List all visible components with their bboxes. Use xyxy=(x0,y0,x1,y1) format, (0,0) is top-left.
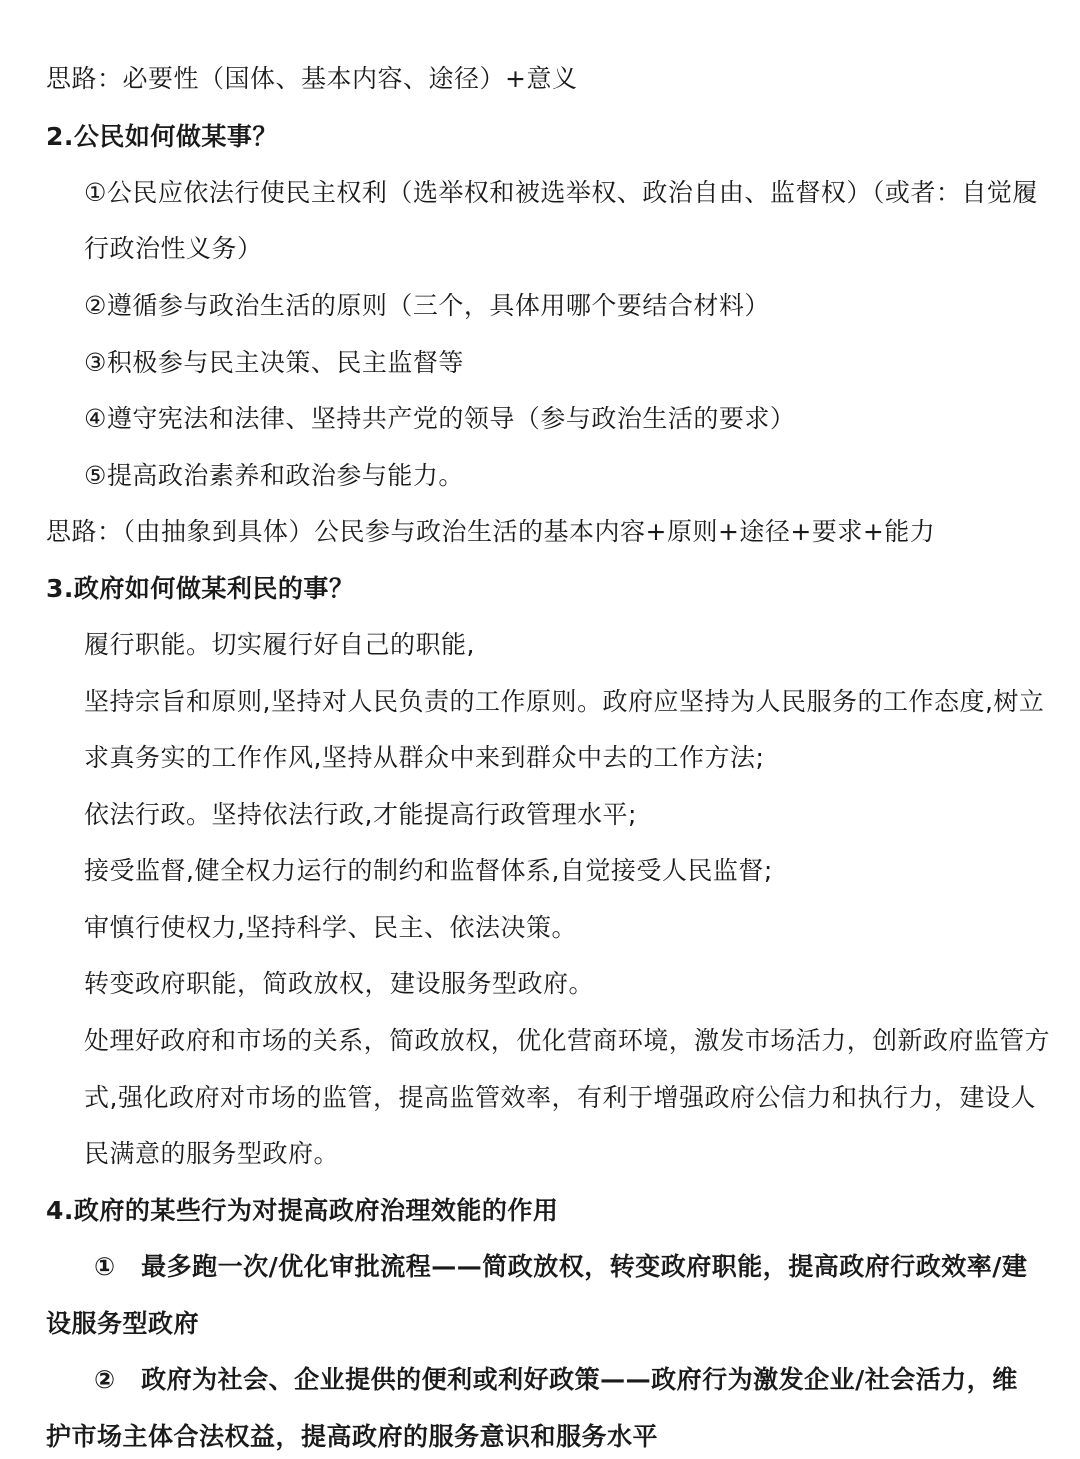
section1-idea: 思路：必要性（国体、基本内容、途径）+意义 xyxy=(46,64,578,93)
section4-line: ① 最多跑一次/优化审批流程——简政放权，转变政府职能，提高政府行政效率/建 xyxy=(94,1252,1028,1281)
section2-item: ①公民应依法行使民主权利（选举权和被选举权、政治自由、监督权）（或者：自觉履 xyxy=(84,178,1038,207)
section3-line: 转变政府职能，简政放权，建设服务型政府。 xyxy=(84,969,595,998)
section4-line: 护市场主体合法权益，提高政府的服务意识和服务水平 xyxy=(46,1422,659,1451)
section3-line: 坚持宗旨和原则,坚持对人民负责的工作原则。政府应坚持为人民服务的工作态度,树立 xyxy=(84,687,1045,716)
section3-line: 依法行政。坚持依法行政,才能提高行政管理水平; xyxy=(84,800,637,829)
section3-line: 式,强化政府对市场的监管，提高监管效率，有利于增强政府公信力和执行力，建设人 xyxy=(84,1083,1036,1112)
section3-line: 审慎行使权力,坚持科学、民主、依法决策。 xyxy=(84,913,577,942)
section3-line: 求真务实的工作作风,坚持从群众中来到群众中去的工作方法; xyxy=(84,743,765,772)
section2-item: 行政治性义务） xyxy=(84,234,263,263)
section3-line: 履行职能。切实履行好自己的职能, xyxy=(84,630,475,659)
section3-line: 处理好政府和市场的关系，简政放权，优化营商环境，激发市场活力，创新政府监管方 xyxy=(84,1026,1051,1055)
section4-line: 设服务型政府 xyxy=(46,1309,200,1338)
section2-idea: 思路：（由抽象到具体）公民参与政治生活的基本内容+原则+途径+要求+能力 xyxy=(46,517,936,546)
section2-item: ②遵循参与政治生活的原则（三个，具体用哪个要结合材料） xyxy=(84,291,770,320)
section4-line: ② 政府为社会、企业提供的便利或利好政策——政府行为激发企业/社会活力，维 xyxy=(94,1365,1018,1394)
section3-line: 民满意的服务型政府。 xyxy=(84,1139,340,1168)
section4-heading: 4.政府的某些行为对提高政府治理效能的作用 xyxy=(46,1196,559,1225)
section2-item: ④遵守宪法和法律、坚持共产党的领导（参与政治生活的要求） xyxy=(84,404,796,433)
section3-heading: 3.政府如何做某利民的事？ xyxy=(46,574,355,603)
section2-item: ③积极参与民主决策、民主监督等 xyxy=(84,348,464,377)
section2-item: ⑤提高政治素养和政治参与能力。 xyxy=(84,461,464,490)
section2-heading: 2.公民如何做某事？ xyxy=(46,122,278,151)
section3-line: 接受监督,健全权力运行的制约和监督体系,自觉接受人民监督; xyxy=(84,856,773,885)
